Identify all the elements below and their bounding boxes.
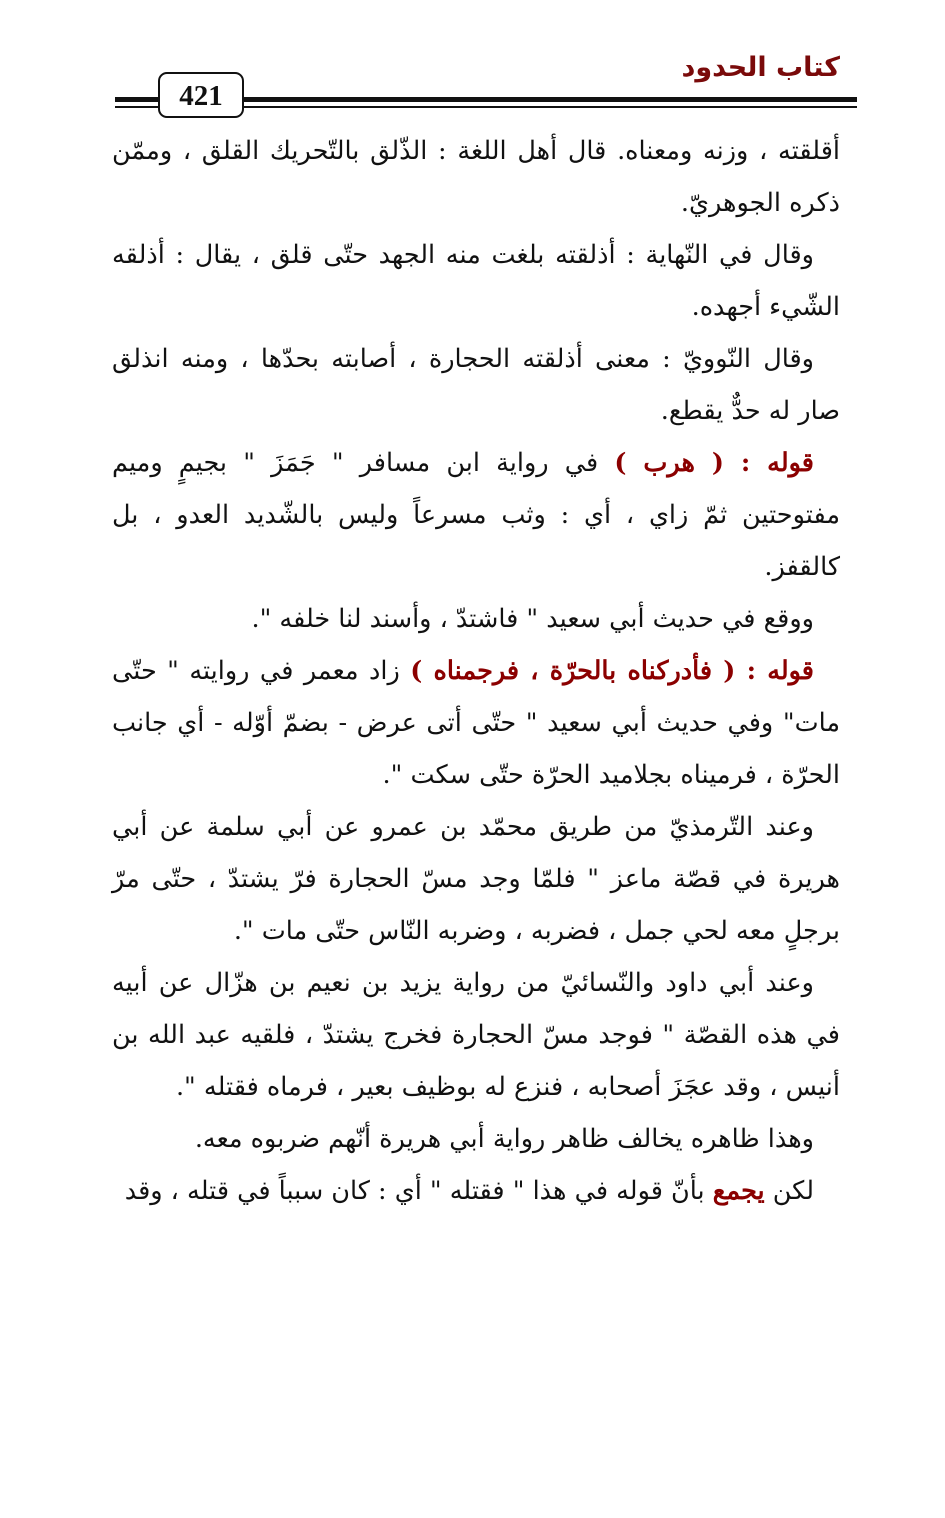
paragraph	[112, 645, 840, 801]
paragraph	[112, 229, 840, 333]
text-segment: في رواية ابن مسافر " جَمَزَ " بجيمٍ وميم مفتوحتين ثمّ زاي ، أي : وثب مسرعاً وليس بالشّديد العدو ، بل كالقفز.	[112, 448, 840, 582]
paragraph	[112, 957, 840, 1113]
text-segment: وقال في النّهاية : أذلقته بلغت منه الجهد حتّى قلق ، يقال : أذلقه الشّيء أجهده.	[112, 240, 840, 322]
highlighted-phrase: قوله : ( هرب )	[614, 448, 814, 478]
paragraph	[112, 1165, 840, 1217]
text-segment: وعند أبي داود والنّسائيّ من رواية يزيد بن نعيم بن هزّال عن أبيه في هذه القصّة " فوجد مسّ الحجارة فخرج يشتدّ ، فلقيه عبد الله بن أنيس ، وقد عجَزَ أصحابه ، فنزع له بوظيف بعير ، فرماه فقتله ".	[112, 968, 840, 1102]
paragraph	[112, 125, 840, 229]
text-segment: زاد معمر في روايته " حتّى مات" وفي حديث أبي سعيد " حتّى أتى عرض - بضمّ أوّله - أي جانب الحرّة ، فرميناه بجلاميد الحرّة حتّى سكت ".	[112, 656, 840, 790]
page-number: 421	[158, 72, 244, 118]
paragraph	[112, 1113, 840, 1165]
paragraph	[112, 801, 840, 957]
page-body	[112, 125, 840, 1217]
highlighted-phrase: يجمع	[712, 1176, 765, 1206]
text-segment: وهذا ظاهره يخالف ظاهر رواية أبي هريرة أنّهم ضربوه معه.	[194, 1124, 814, 1154]
text-segment: وعند التّرمذيّ من طريق محمّد بن عمرو عن أبي سلمة عن أبي هريرة في قصّة ماعز " فلمّا وجد مسّ الحجارة فرّ يشتدّ ، حتّى مرّ برجلٍ معه لحي جمل ، فضربه ، وضربه النّاس حتّى مات ".	[112, 812, 840, 946]
text-segment: لكن	[764, 1176, 814, 1206]
text-segment: أقلقته ، وزنه ومعناه. قال أهل اللغة : الذّلق بالتّحريك القلق ، وممّن ذكره الجوهريّ.	[112, 136, 840, 218]
text-segment: ووقع في حديث أبي سعيد " فاشتدّ ، وأسند لنا خلفه ".	[251, 604, 814, 634]
text-segment: بأنّ قوله في هذا " فقتله " أي : كان سبباً في قتله ، وقد	[124, 1176, 713, 1206]
page-header	[0, 0, 945, 125]
paragraph	[112, 593, 840, 645]
highlighted-phrase: قوله : ( فأدركناه بالحرّة ، فرجمناه )	[410, 656, 814, 686]
text-segment: وقال النّوويّ : معنى أذلقته الحجارة ، أصابته بحدّها ، ومنه انذلق صار له حدٌّ يقطع.	[112, 344, 840, 426]
paragraph	[112, 437, 840, 593]
book-title: كتاب الحدود	[681, 52, 840, 83]
paragraph	[112, 333, 840, 437]
